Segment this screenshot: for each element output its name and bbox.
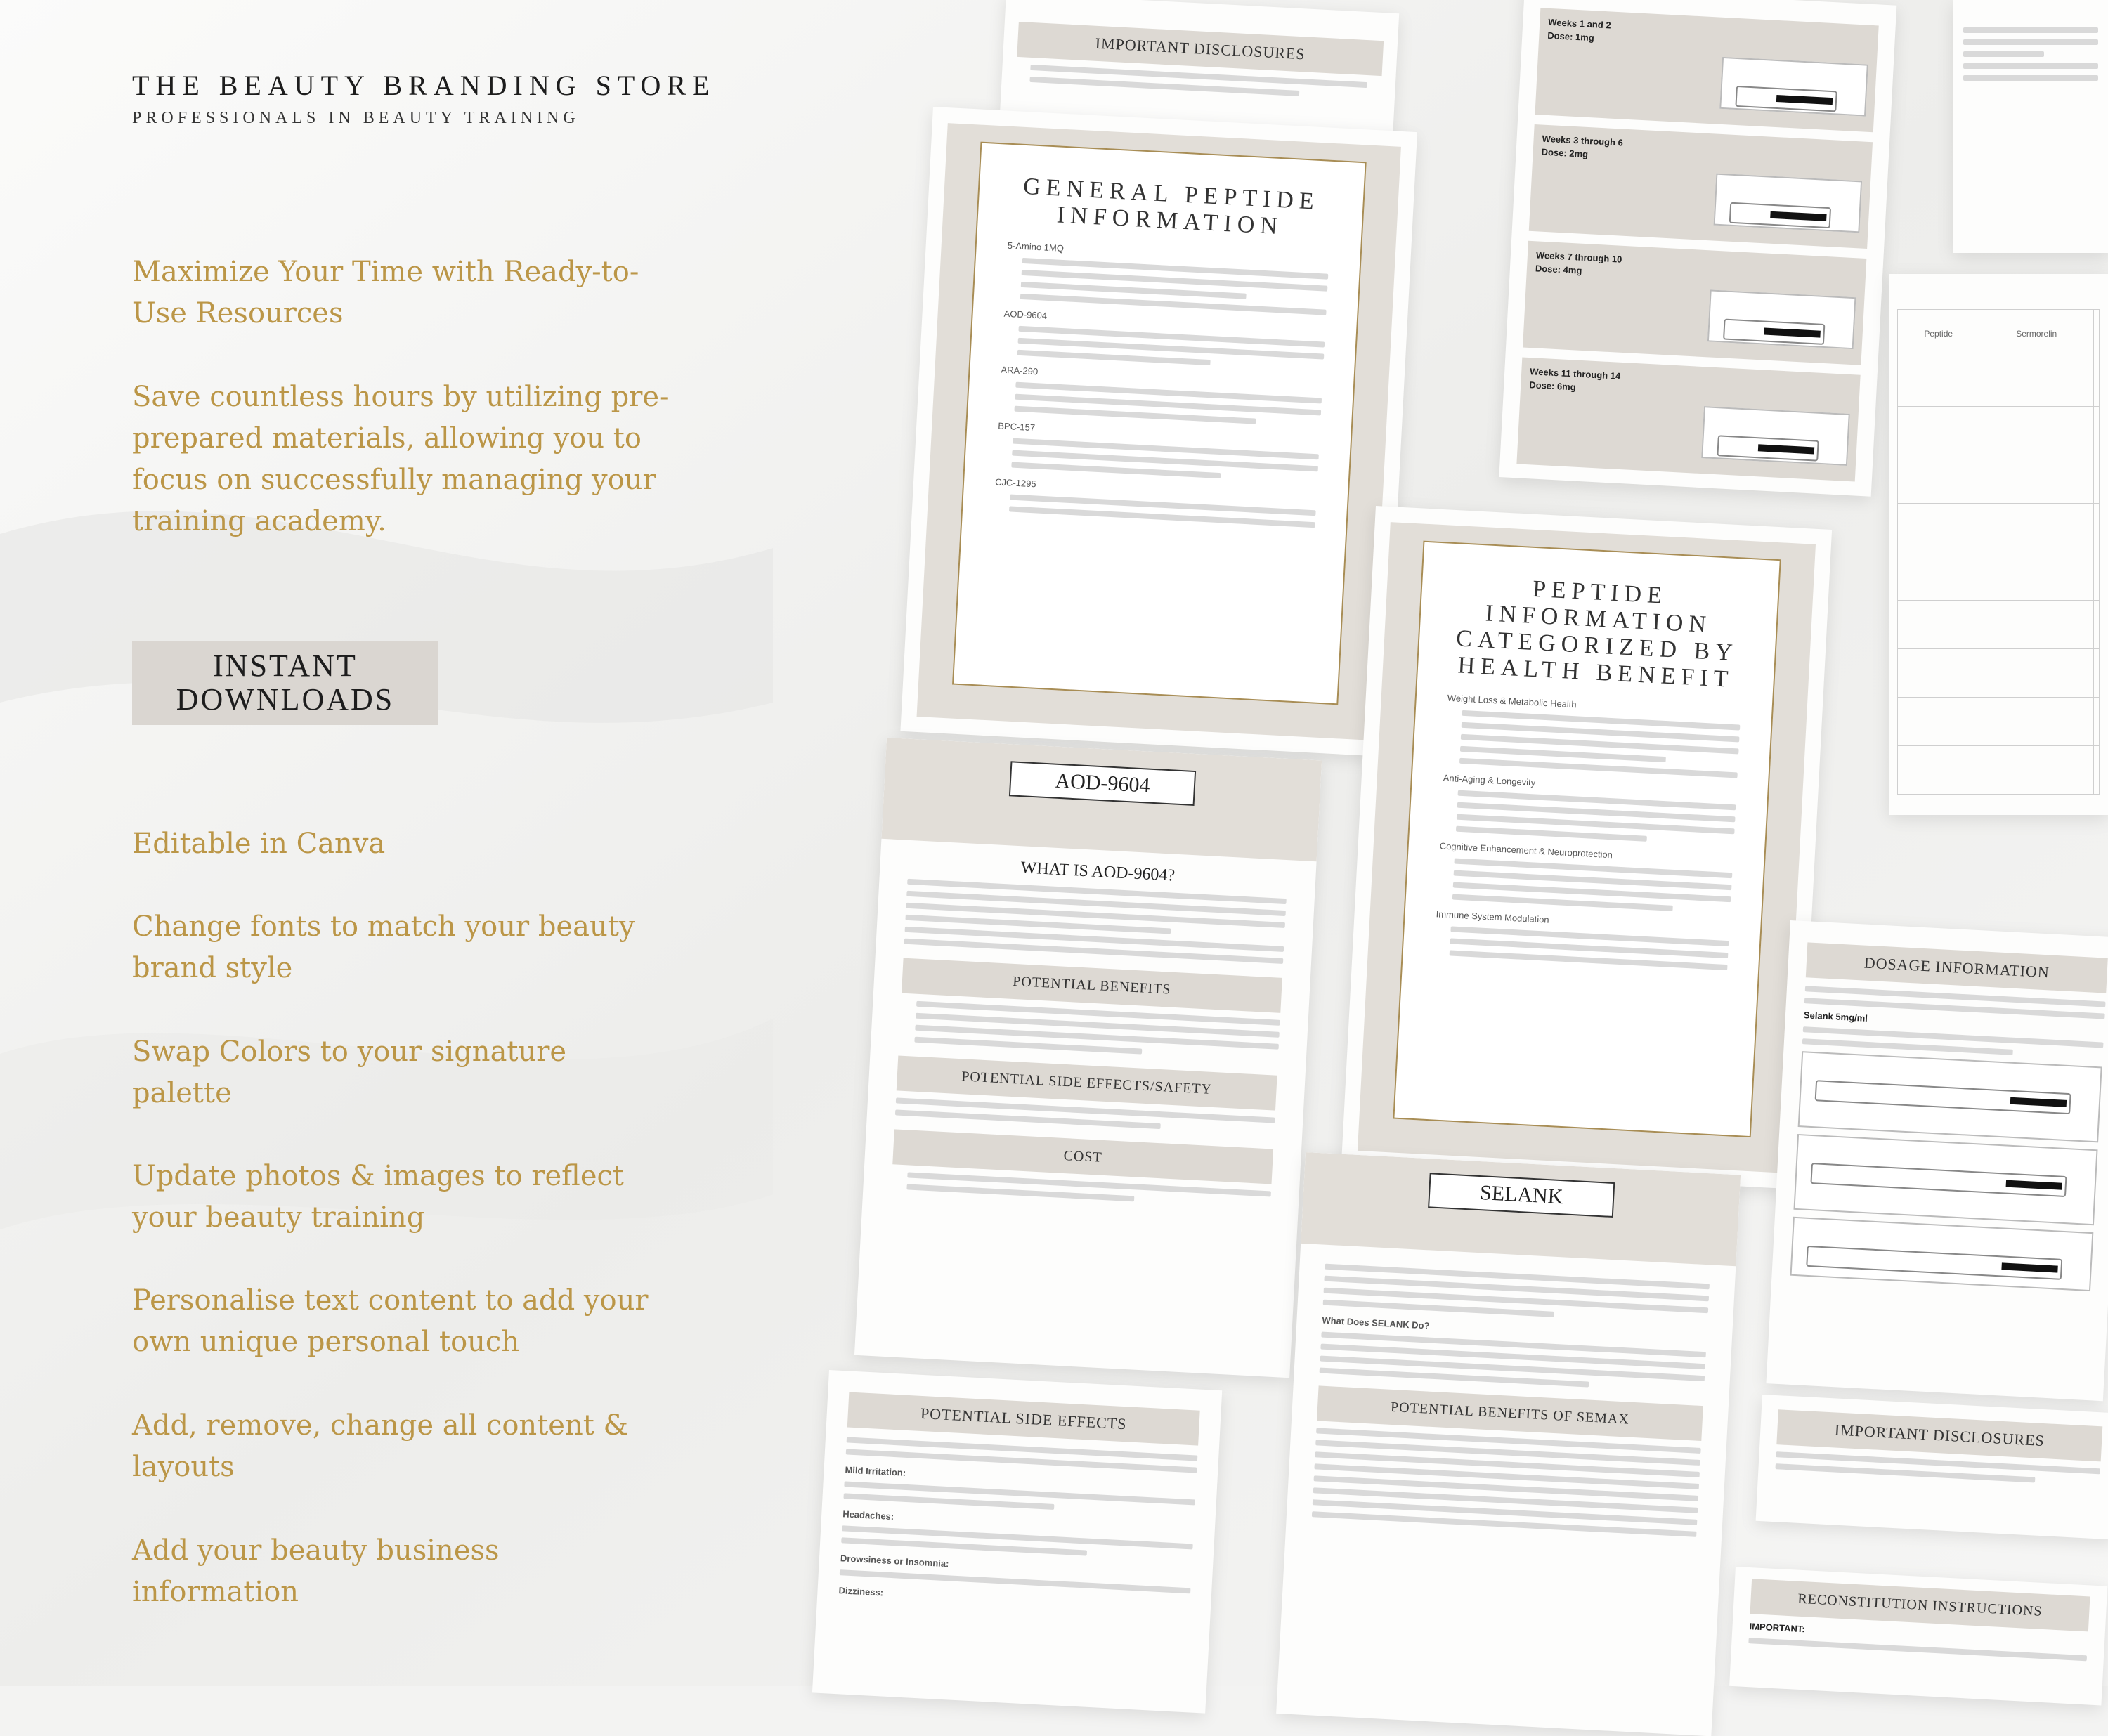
intro-body-line: prepared materials, allowing you to	[132, 422, 642, 455]
doc-section: What Does SELANK Do?	[1322, 1314, 1430, 1331]
schedule-week	[1535, 8, 1878, 132]
feature-line: Swap Colors to your signature	[132, 1036, 567, 1068]
doc-section: Anti-Aging & Longevity	[1443, 772, 1536, 788]
doc-subtitle: WHAT IS AOD-9604?	[1020, 859, 1176, 885]
doc-title: DOSAGE INFORMATION	[1806, 942, 2108, 993]
doc-dosage-information	[1766, 920, 2108, 1401]
doc-section: POTENTIAL BENEFITS OF SEMAX	[1317, 1385, 1703, 1441]
doc-title: POTENTIAL SIDE EFFECTS	[847, 1392, 1200, 1446]
feature-line: information	[132, 1576, 299, 1608]
doc-top-right-cropped	[1953, 0, 2108, 253]
week-dose: Dose: 6mg	[1528, 379, 1577, 393]
doc-section: ARA-290	[1001, 364, 1039, 377]
intro-body-line: focus on successfully managing your	[132, 464, 656, 496]
doc-title: PEPTIDE INFORMATION CATEGORIZED BY HEALTH BENEFIT	[1455, 575, 1739, 693]
doc-title: IMPORTANT DISCLOSURES	[1017, 22, 1384, 76]
doc-section: Selank 5mg/ml	[1803, 1010, 1868, 1024]
doc-section: Immune System Modulation	[1436, 908, 1550, 925]
doc-title: IMPORTANT DISCLOSURES	[1776, 1409, 2102, 1461]
doc-title: GENERAL PEPTIDE INFORMATION	[1022, 173, 1320, 240]
brand-header	[132, 69, 716, 128]
doc-section: AOD-9604	[1003, 308, 1048, 321]
doc-aod-9604	[854, 738, 1322, 1378]
feature-item	[132, 1156, 624, 1239]
feature-line: palette	[132, 1077, 232, 1109]
feature-line: Add your beauty business	[132, 1534, 500, 1567]
doc-section: POTENTIAL SIDE EFFECTS/SAFETY	[897, 1055, 1277, 1110]
feature-item	[132, 1530, 500, 1613]
badge-line: DOWNLOADS	[176, 682, 395, 717]
feature-line: Personalise text content to add your	[132, 1284, 649, 1317]
feature-item	[132, 1280, 648, 1363]
doc-section: POTENTIAL BENEFITS	[902, 958, 1282, 1013]
week-label: Weeks 1 and 2	[1547, 16, 1612, 31]
feature-item	[132, 1405, 628, 1488]
badge-line: INSTANT	[213, 648, 358, 683]
schedule-week	[1516, 358, 1860, 482]
feature-line: your beauty training	[132, 1201, 425, 1234]
feature-line: Update photos & images to reflect	[132, 1160, 624, 1192]
brand-name: THE BEAUTY BRANDING STORE	[132, 70, 716, 101]
intro-headline-line: Maximize Your Time with Ready-to-	[132, 256, 639, 288]
doc-section: BPC-157	[997, 420, 1036, 433]
doc-title: RECONSTITUTION INSTRUCTIONS	[1750, 1579, 2090, 1631]
doc-section: Weight Loss & Metabolic Health	[1447, 692, 1577, 710]
week-label: Weeks 3 through 6	[1542, 133, 1624, 148]
week-label: Weeks 7 through 10	[1535, 249, 1622, 265]
doc-section: Dizziness:	[838, 1585, 884, 1598]
feature-line: own unique personal touch	[132, 1326, 520, 1358]
intro-headline	[132, 252, 639, 334]
schedule-week	[1523, 241, 1866, 365]
doc-section: CJC-1295	[994, 476, 1037, 490]
table-header: Sermorelin	[1979, 310, 2094, 358]
brand-tagline: PROFESSIONALS IN BEAUTY TRAINING	[132, 109, 580, 127]
intro-body-line: Save countless hours by utilizing pre-	[132, 381, 669, 413]
week-dose: Dose: 1mg	[1547, 30, 1595, 44]
feature-item	[132, 823, 385, 865]
intro-body	[132, 377, 669, 542]
doc-peptide-by-health-benefit	[1341, 506, 1832, 1189]
doc-dosing-schedule	[1499, 0, 1896, 497]
feature-item	[132, 1031, 566, 1114]
doc-general-peptide-info	[900, 107, 1417, 757]
doc-comparison-table	[1889, 274, 2108, 815]
doc-section: IMPORTANT:	[1749, 1621, 1806, 1635]
feature-line: brand style	[132, 952, 293, 984]
week-label: Weeks 11 through 14	[1529, 366, 1621, 381]
week-dose: Dose: 2mg	[1541, 146, 1589, 160]
feature-item	[132, 906, 635, 989]
doc-section: Mild Irritation:	[845, 1464, 906, 1478]
doc-section: 5-Amino 1MQ	[1007, 240, 1065, 254]
doc-section: Cognitive Enhancement & Neuroprotection	[1439, 840, 1613, 861]
doc-section: COST	[892, 1129, 1273, 1184]
doc-title: SELANK	[1428, 1173, 1615, 1218]
doc-section: Drowsiness or Insomnia:	[840, 1553, 949, 1569]
doc-title: AOD-9604	[1009, 761, 1196, 806]
feature-line: Change fonts to match your beauty	[132, 911, 635, 943]
doc-potential-side-effects	[812, 1370, 1222, 1714]
doc-reconstitution-instructions	[1729, 1567, 2107, 1706]
feature-line: Add, remove, change all content &	[132, 1409, 629, 1442]
comparison-table	[1897, 309, 2100, 795]
schedule-week	[1529, 124, 1873, 249]
intro-body-line: training academy.	[132, 505, 386, 537]
week-dose: Dose: 4mg	[1535, 263, 1582, 276]
doc-section: Headaches:	[842, 1508, 894, 1522]
feature-line: Editable in Canva	[132, 828, 386, 860]
table-header: Peptide	[1898, 310, 1979, 358]
instant-downloads-badge	[132, 641, 438, 725]
doc-disclosures-bottom	[1756, 1395, 2108, 1539]
intro-headline-line: Use Resources	[132, 297, 344, 329]
doc-selank	[1276, 1152, 1741, 1736]
feature-line: layouts	[132, 1451, 235, 1483]
